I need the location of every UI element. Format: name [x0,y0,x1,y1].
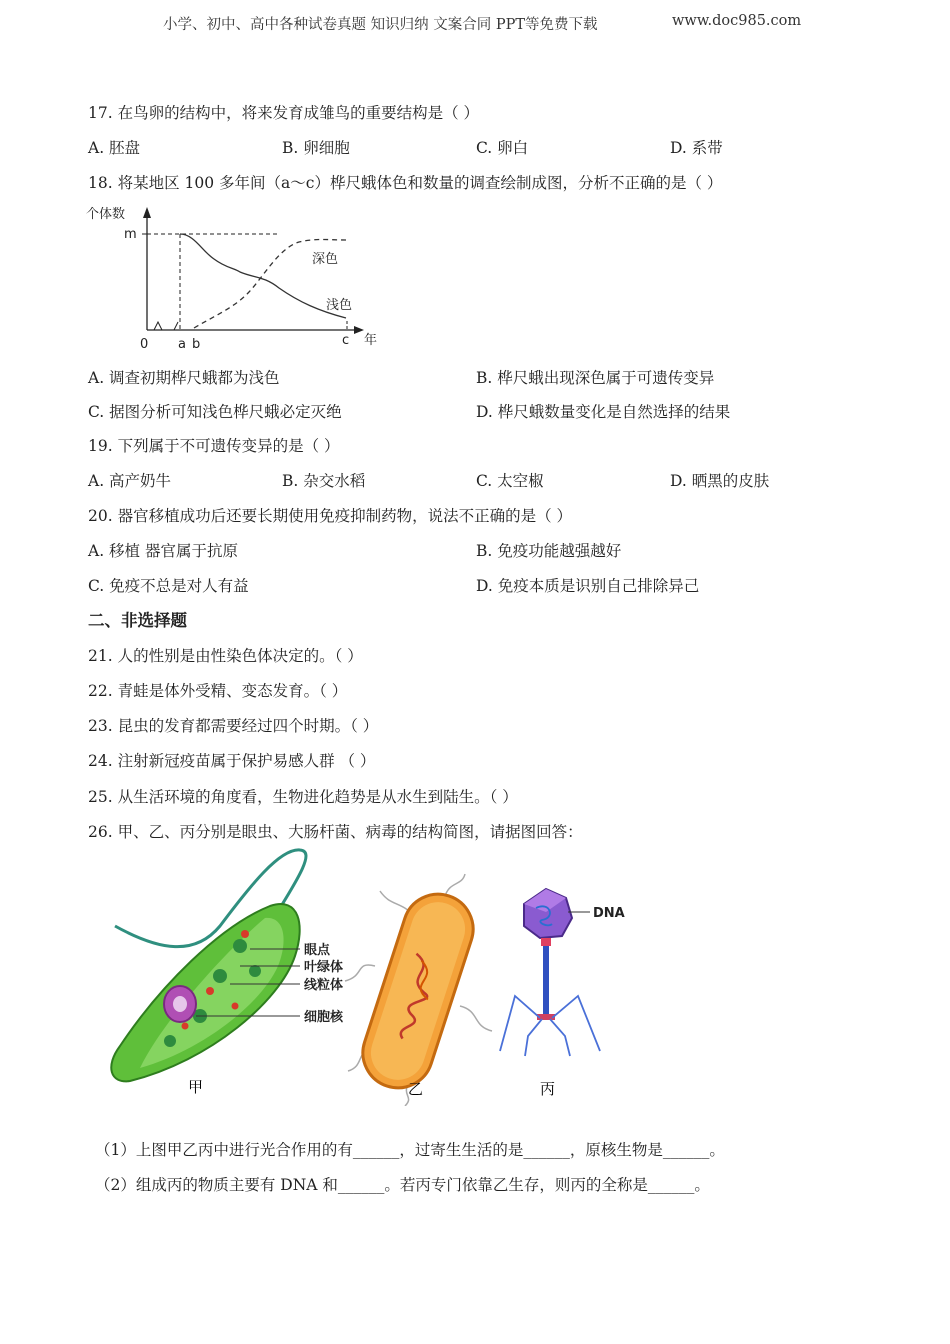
virus-tail-fiber [500,996,540,1051]
virus-tail-fiber [550,1019,570,1056]
x-tick-c: c [342,333,350,348]
virus-tail [543,946,549,1018]
chloroplast [213,969,227,983]
q19-option-a: A. 高产奶牛 [88,472,172,490]
y-axis-arrow [143,207,151,218]
axis-break [154,322,178,330]
q18-option-b: B. 桦尺蛾出现深色属于可遗传变异 [476,369,715,387]
virus-tail-fiber [552,996,600,1051]
q26-sub1: （1）上图甲乙丙中进行光合作用的有______，过寄生生活的是______，原核生物是______。 [95,1141,725,1159]
moth-population-chart [84,196,394,356]
header-site-text: 小学、初中、高中各种试卷真题 知识归纳 文案合同 PPT等免费下载 [163,17,598,33]
series-light-label: 浅色 [326,298,353,313]
caption-jia: 甲 [188,1078,204,1096]
q20-option-a: A. 移植 器官属于抗原 [88,542,238,560]
q20-option-b: B. 免疫功能越强越好 [476,542,622,560]
q19-option-b: B. 杂交水稻 [282,472,366,490]
chloroplast [164,1035,176,1047]
mitochondrion [182,1023,189,1030]
eyespot [241,930,249,938]
section-title: 二、非选择题 [88,611,187,630]
chloroplast [233,939,247,953]
label-dna: DNA [593,906,625,921]
label-mito: 线粒体 [304,978,344,993]
q19-stem: 19. 下列属于不可遗传变异的是（ ） [88,437,340,455]
mitochondrion [232,1003,239,1010]
mitochondrion [206,987,214,995]
q19-option-d: D. 晒黑的皮肤 [670,472,770,490]
bacterium-flagellum [345,965,375,981]
label-chloroplast: 叶绿体 [304,960,344,975]
bacterium-flagellum [445,874,465,896]
q18-stem: 18. 将某地区 100 多年间（a～c）桦尺蛾体色和数量的调查绘制成图，分析不正确的是（ ） [88,174,723,192]
x-axis-arrow [354,326,364,334]
q22: 22. 青蛙是体外受精、变态发育。（ ） [88,682,348,700]
q18-option-a: A. 调查初期桦尺蛾都为浅色 [88,369,280,387]
q26: 25. 从生活环境的角度看，生物进化趋势是从水生到陆生。（ ） [88,788,518,806]
x-axis-label: 年 [364,333,378,348]
nucleolus [173,996,187,1012]
header-url[interactable]: www.doc985.com [672,13,802,29]
q20-option-d: D. 免疫本质是识别自己排除异己 [476,577,700,595]
q17-option-a: A. 胚盘 [88,139,141,157]
q26-sub2: （2）组成丙的物质主要有 DNA 和______。若丙专门依靠乙生存，则丙的全称是______。 [95,1176,710,1194]
caption-yi: 乙 [408,1080,424,1098]
q26-stem: 26. 甲、乙、丙分别是眼虫、大肠杆菌、病毒的结构简图，请据图回答： [88,823,583,841]
q23: 23. 昆虫的发育都需要经过四个时期。（ ） [88,717,379,735]
q17-option-c: C. 卵白 [476,139,529,157]
label-eyespot: 眼点 [304,943,331,958]
q17-stem: 17. 在鸟卵的结构中，将来发育成雏鸟的重要结构是（ ） [88,104,480,122]
q20-stem: 20. 器官移植成功后还要长期使用免疫抑制药物，说法不正确的是（ ） [88,507,573,525]
organisms-figure [100,846,660,1106]
x-tick-a: a [178,337,186,352]
q24: 24. 注射新冠疫苗属于保护易感人群 （ ） [88,752,376,770]
caption-bing: 丙 [540,1080,556,1098]
q18-option-c: C. 据图分析可知浅色桦尺蛾必定灭绝 [88,403,342,421]
y-tick-m: m [124,227,137,242]
series-light-line [180,234,346,318]
chloroplast [249,965,261,977]
y-axis-label: 个体数 [86,207,126,222]
series-dark-label: 深色 [312,252,339,267]
virus-collar [541,938,551,946]
q19-option-c: C. 太空椒 [476,472,544,490]
label-nucleus: 细胞核 [304,1010,344,1025]
q21: 21. 人的性别是由性染色体决定的。（ ） [88,647,363,665]
x-tick-b: b [192,337,201,352]
q17-option-b: B. 卵细胞 [282,139,350,157]
bacterium-flagellum [460,1006,492,1031]
q18-option-d: D. 桦尺蛾数量变化是自然选择的结果 [476,403,731,421]
q17-option-d: D. 系带 [670,139,723,157]
x-tick-0: 0 [140,337,149,352]
q20-option-c: C. 免疫不总是对人有益 [88,577,249,595]
bacterium-body [354,885,482,1097]
virus-tail-fiber [525,1019,542,1056]
